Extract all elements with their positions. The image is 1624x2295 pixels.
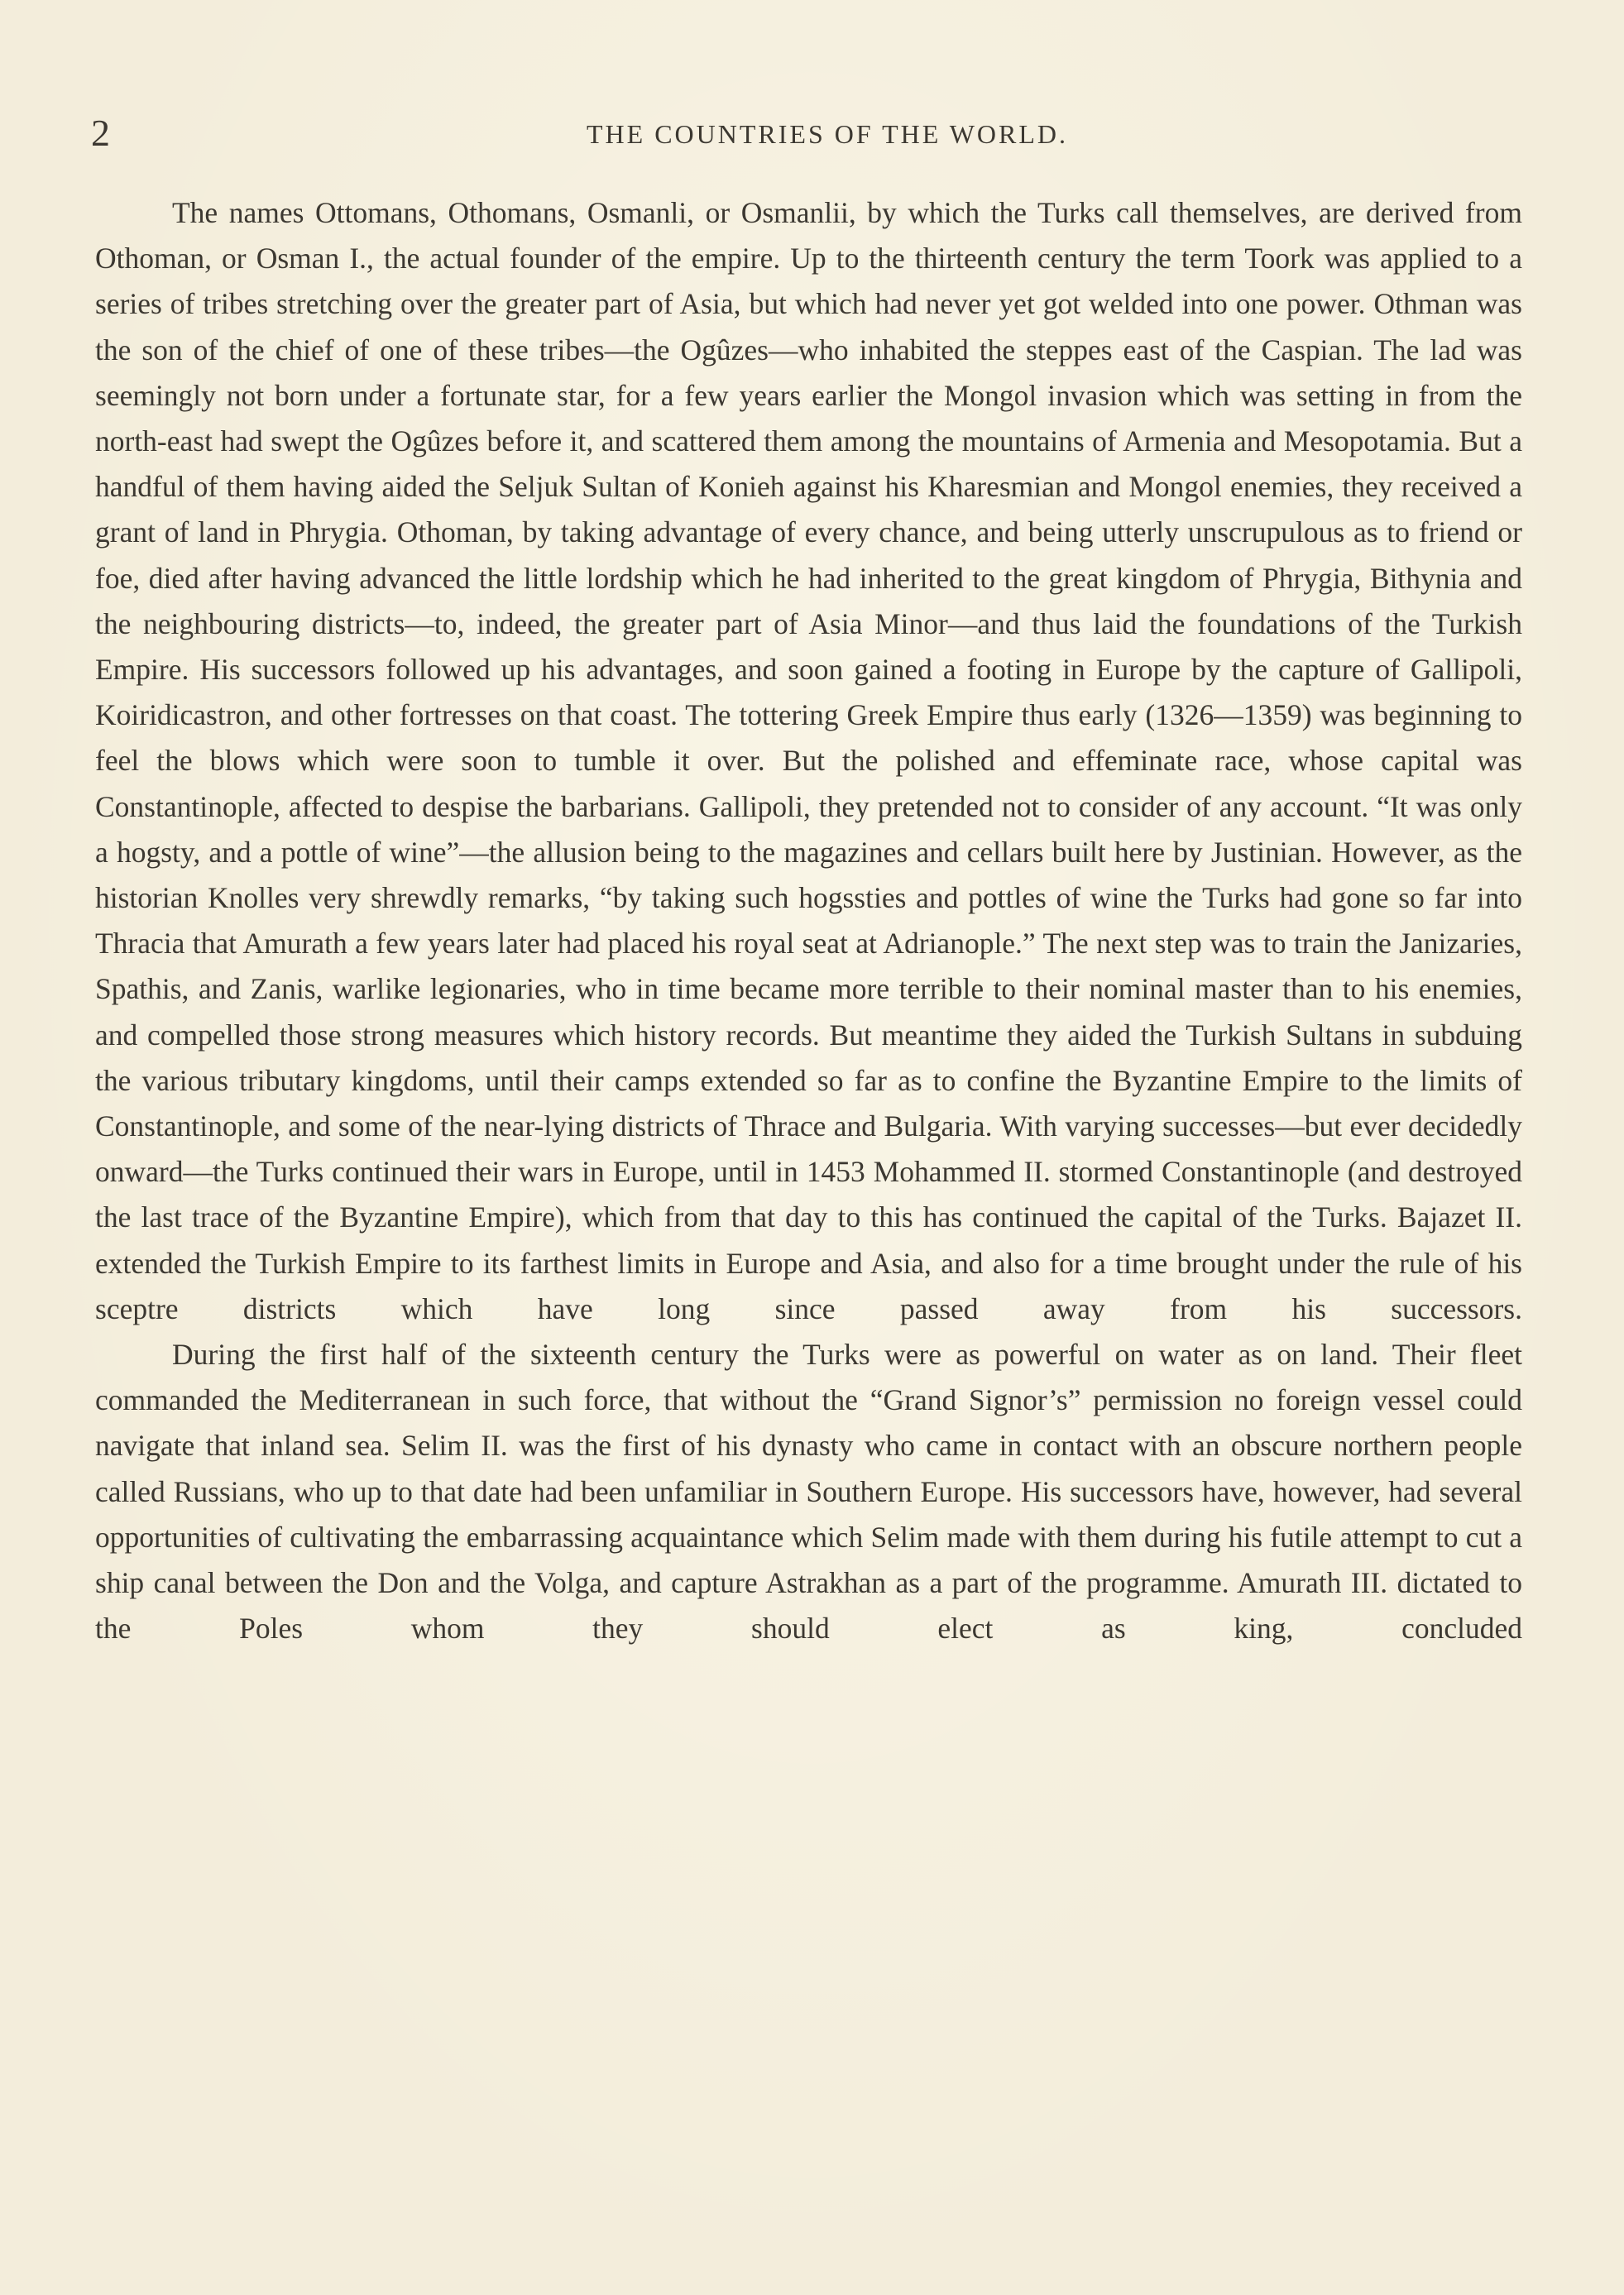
- paragraph-2: During the first half of the sixteenth century the Turks were as powerful on water as on land. Their fleet commanded the Mediterranean in such force, that without the “Grand Signor’s” permission no foreign vessel could navigate that inland sea. Selim II. was the first of his dynasty who came in contact with an obscure northern people called Russians, who up to that date had been unfamiliar in Southern Europe. His successors have, however, had several opportunities of cultivating the embarrassing acquaintance which Selim made with them during his futile attempt to cut a ship canal between the Don and the Volga, and capture Astrakhan as a part of the programme. Amurath III. dictated to the Poles whom they should elect as king, concluded: [95, 1338, 1522, 1646]
- running-head: [91, 109, 1531, 159]
- page-title: THE COUNTRIES OF THE WORLD.: [586, 119, 1069, 149]
- body-text: [95, 190, 1522, 1652]
- page-number: 2: [91, 112, 111, 154]
- paragraph-1: The names Ottomans, Othomans, Osmanli, or Osmanlii, by which the Turks call themselves, are derived from Othoman, or Osman I., the actual founder of the empire. Up to the thirteenth century the term Toork was applied to a series of tribes stretching over the greater part of Asia, but which had never yet got welded into one power. Othman was the son of the chief of one of these tribes—the Ogûzes—who inhabited the steppes east of the Caspian. The lad was seemingly not born under a fortunate star, for a few years earlier the Mongol invasion which was setting in from the north-east had swept the Ogûzes before it, and scattered them among the mountains of Armenia and Mesopotamia. But a handful of them having aided the Seljuk Sultan of Konieh against his Kharesmian and Mongol enemies, they received a grant of land in Phrygia. Othoman, by taking advantage of every chance, and being utterly unscrupulous as to friend or foe, died after having advanced the little lordship which he had inherited to the great kingdom of Phrygia, Bithynia and the neighbouring districts—to, indeed, the greater part of Asia Minor—and thus laid the foundations of the Turkish Empire. His successors followed up his advantages, and soon gained a footing in Europe by the capture of Gallipoli, Koiridicastron, and other fortresses on that coast. The tottering Greek Empire thus early (1326—1359) was beginning to feel the blows which were soon to tumble it over. But the polished and effeminate race, whose capital was Constantinople, affected to despise the barbarians. Gallipoli, they pretended not to consider of any account. “It was only a hogsty, and a pottle of wine”—the allusion being to the magazines and cellars built here by Justinian. However, as the historian Knolles very shrewdly remarks, “by taking such hogssties and pottles of wine the Turks had gone so far into Thracia that Amurath a few years later had placed his royal seat at Adrianople.” The next step was to train the Janizaries, Spathis, and Zanis, warlike legionaries, who in time became more terrible to their nominal master than to his enemies, and compelled those strong measures which history records. But meantime they aided the Turkish Sultans in subduing the various tributary kingdoms, until their camps extended so far as to confine the Byzantine Empire to the limits of Constantinople, and some of the near-lying districts of Thrace and Bulgaria. With varying successes—but ever decidedly onward—the Turks continued their wars in Europe, until in 1453 Mohammed II. stormed Constantinople (and destroyed the last trace of the Byzantine Empire), which from that day to this has continued the capital of the Turks. Bajazet II. extended the Turkish Empire to its farthest limits in Europe and Asia, and also for a time brought under the rule of his sceptre districts which have long since passed away from his successors.: [95, 196, 1522, 1325]
